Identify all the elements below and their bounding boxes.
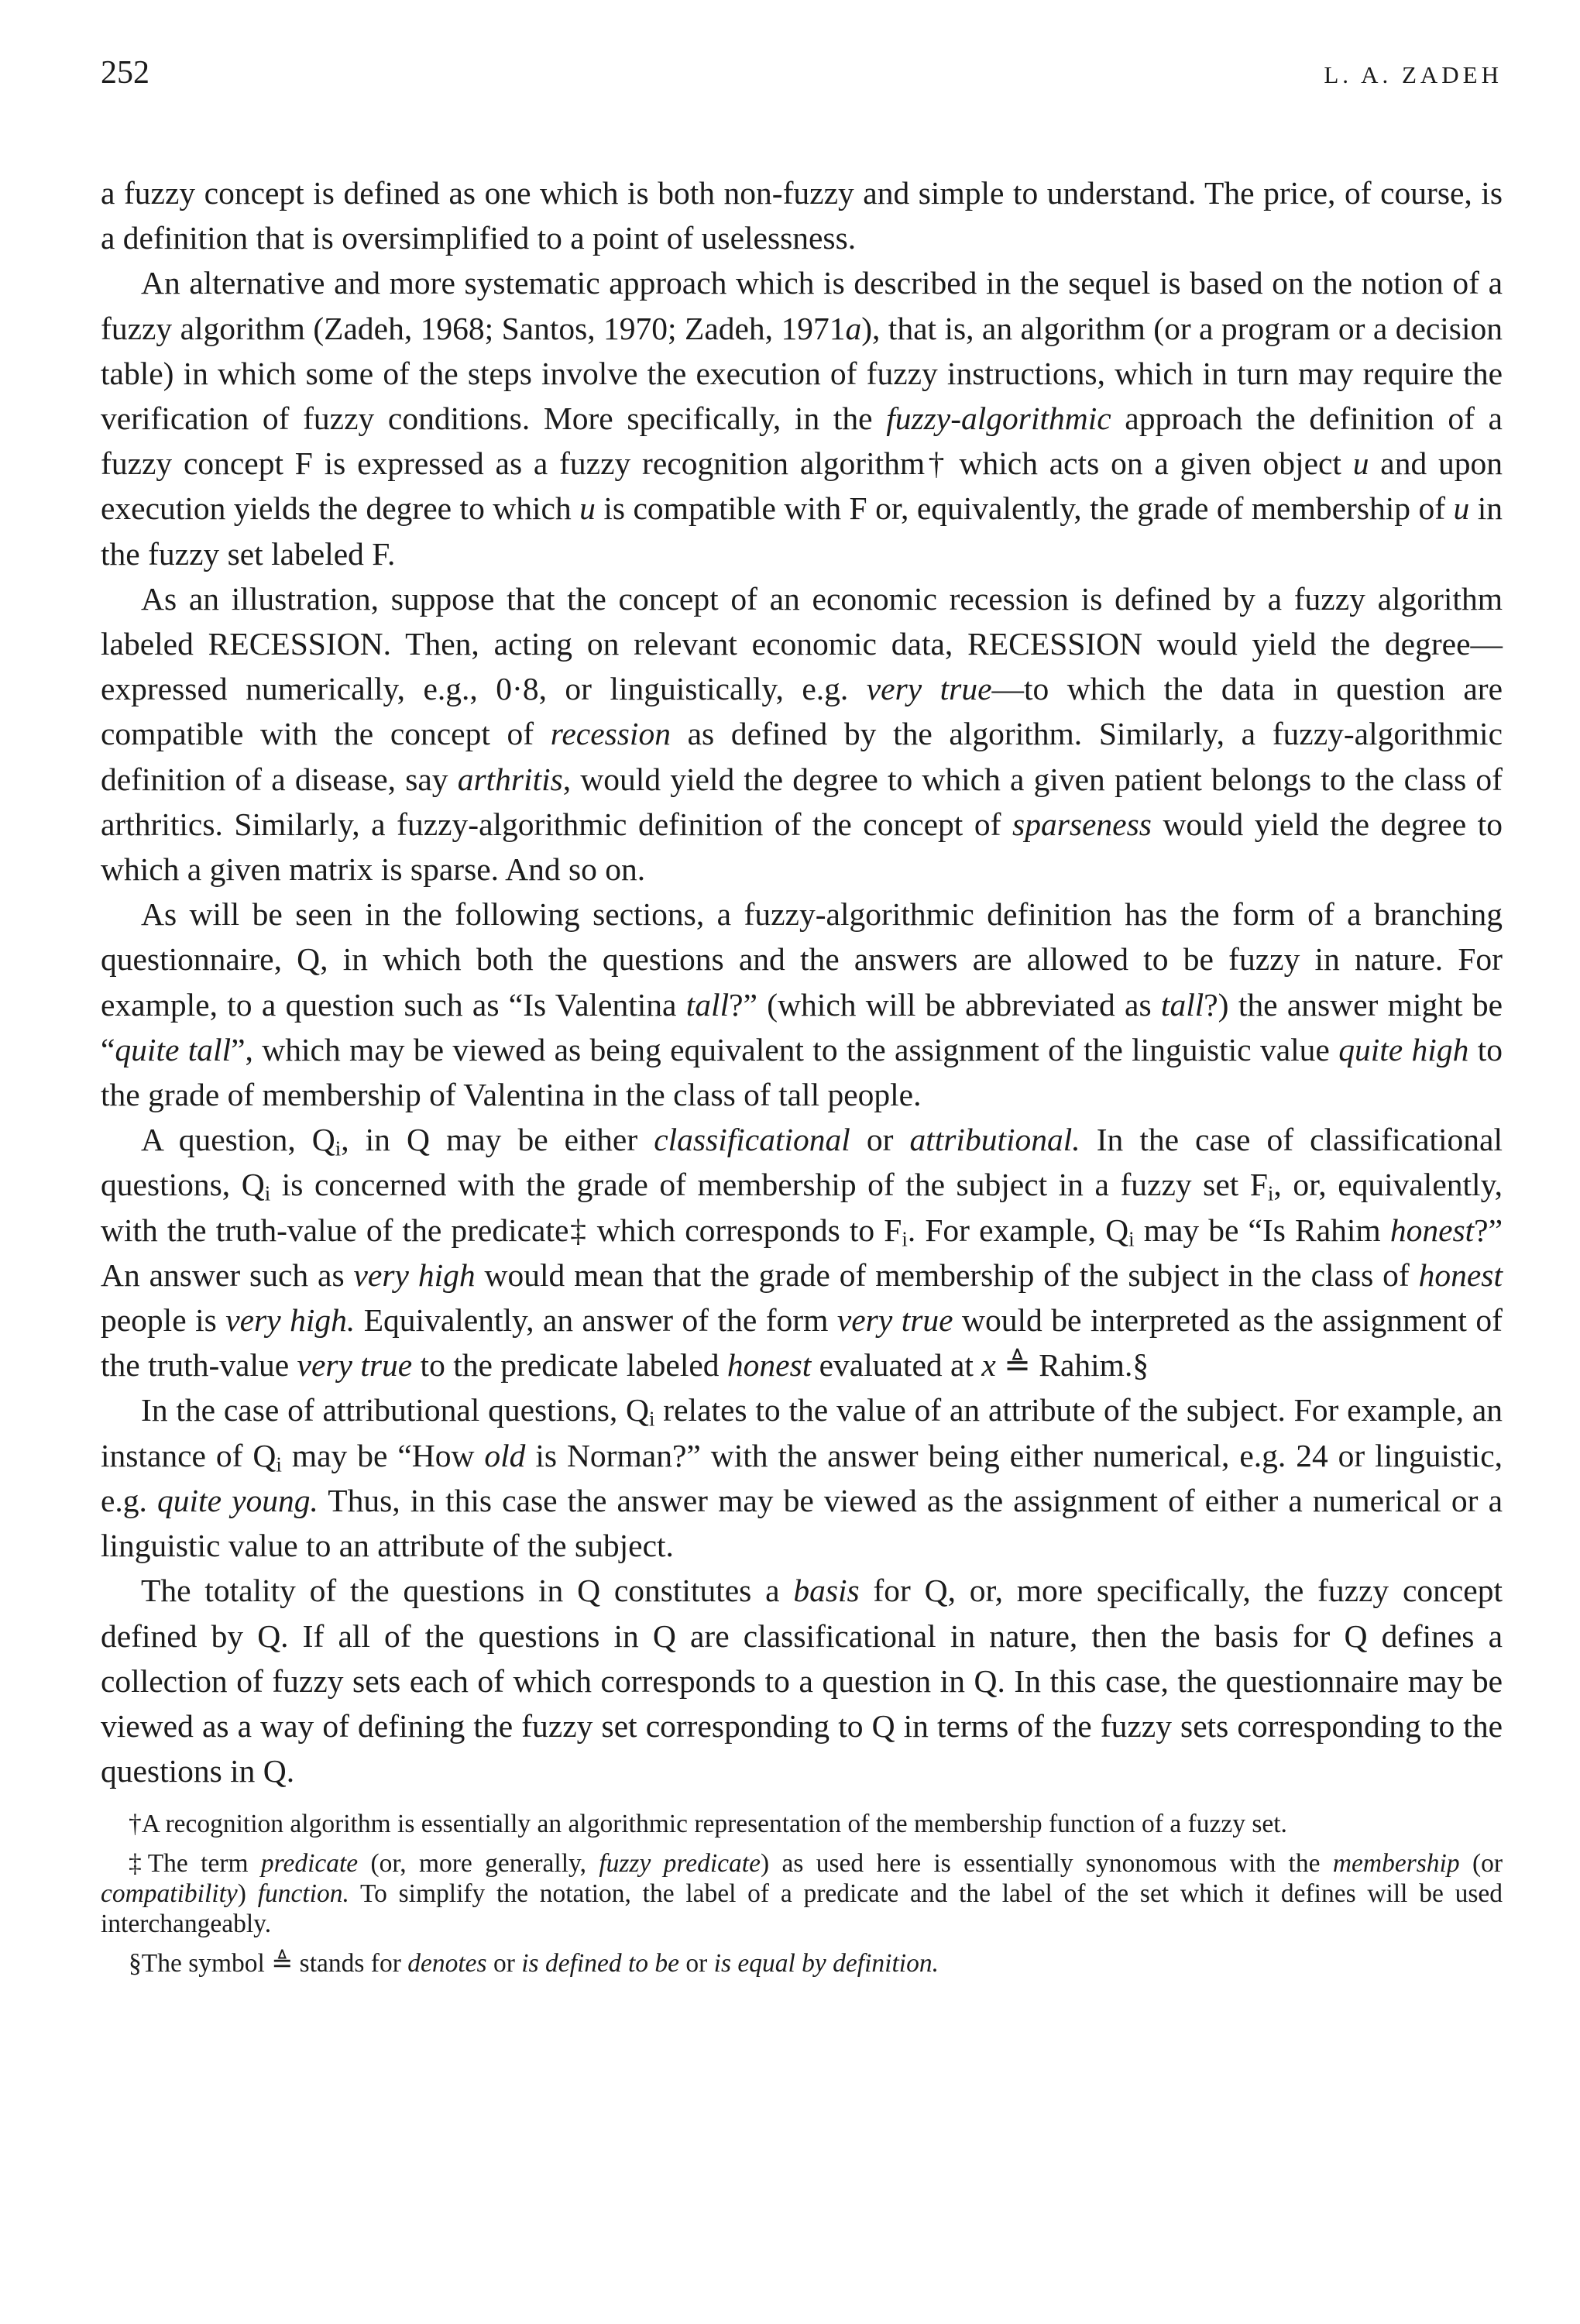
text-run: , in Q may be either bbox=[341, 1122, 654, 1158]
text-run: is compatible with F or, equivalently, the grade of membership of bbox=[595, 490, 1454, 527]
text-run: relates to the value of an attribute of the subject. For example, an instance of Q bbox=[101, 1392, 1503, 1473]
text-run: ), that is, an algorithm (or a program or a decision table) in which some of the steps involve the execution of fuzzy instructions, which in turn may require the verification of fuzzy conditions. More specifically, in the bbox=[101, 310, 1503, 437]
text-run: Thus, in this case the answer may be viewed as the assignment of either a numerical or a linguistic value to an attribute of the subject. bbox=[101, 1482, 1503, 1564]
text-run: (or, more generally, bbox=[358, 1849, 599, 1879]
document-page bbox=[101, 54, 1503, 1988]
italic-text: very true bbox=[866, 671, 992, 707]
text-run: ‡The term bbox=[129, 1849, 261, 1879]
paragraph bbox=[101, 576, 1503, 892]
paragraph bbox=[101, 1568, 1503, 1793]
italic-text: u bbox=[579, 490, 596, 527]
text-run: †A recognition algorithm is essentially an algorithmic representation of the membership function of a fuzzy set. bbox=[129, 1810, 1287, 1839]
text-run: is concerned with the grade of membership of the subject in a fuzzy set F bbox=[270, 1167, 1268, 1203]
text-run: Equivalently, an answer of the form bbox=[355, 1302, 837, 1339]
text-run: As will be seen in the following sections, a fuzzy-algorithmic definition has the form of a branching questionnaire, Q, in which both the questions and the answers are allowed to be fuzzy in nature. For example, to a question such as “Is Valentina bbox=[101, 896, 1503, 1023]
text-run: is Norman?” with the answer being either numerical, e.g. 24 or linguistic, e.g. bbox=[101, 1437, 1503, 1518]
text-run: In the case of attributional questions, Q bbox=[141, 1392, 649, 1428]
italic-text: u bbox=[1352, 445, 1369, 482]
italic-text: quite high bbox=[1338, 1031, 1469, 1067]
text-run: ≜ Rahim.§ bbox=[995, 1347, 1149, 1384]
italic-text: very true bbox=[297, 1347, 413, 1384]
subscript-index: i bbox=[276, 1452, 282, 1477]
italic-text: is equal by definition. bbox=[713, 1949, 939, 1978]
italic-text: arthritis bbox=[457, 761, 563, 797]
text-run: to the predicate labeled bbox=[412, 1347, 727, 1384]
italic-text: recession bbox=[550, 716, 671, 752]
italic-text: fuzzy-algorithmic bbox=[886, 401, 1111, 437]
text-run: To simplify the notation, the label of a predicate and the label of the set which it defines will be used interchangeably. bbox=[101, 1879, 1503, 1939]
italic-text: old bbox=[484, 1437, 526, 1473]
subscript-index: i bbox=[335, 1137, 342, 1160]
text-run: or bbox=[850, 1122, 910, 1158]
italic-text: tall bbox=[1160, 986, 1204, 1023]
italic-text: honest bbox=[1418, 1257, 1503, 1293]
page-header bbox=[101, 54, 1503, 116]
page-number: 252 bbox=[101, 55, 149, 91]
paragraph bbox=[101, 260, 1503, 576]
italic-text: u bbox=[1453, 490, 1470, 527]
text-run: may be “How bbox=[281, 1437, 485, 1473]
text-run: evaluated at bbox=[811, 1347, 982, 1384]
italic-text: very high. bbox=[225, 1302, 356, 1339]
italic-text: tall bbox=[685, 986, 730, 1023]
paragraph bbox=[101, 1117, 1503, 1387]
italic-text: membership bbox=[1332, 1849, 1460, 1879]
italic-text: sparseness bbox=[1012, 806, 1152, 842]
subscript-index: i bbox=[1128, 1227, 1135, 1251]
italic-text: honest bbox=[1389, 1212, 1475, 1248]
footnotes bbox=[101, 1809, 1503, 1978]
paragraph bbox=[101, 892, 1503, 1117]
italic-text: compatibility bbox=[101, 1879, 238, 1909]
body-text bbox=[101, 170, 1503, 1793]
italic-text: very true bbox=[836, 1302, 953, 1339]
text-run: An alternative and more systematic approach which is described in the sequel is based on the notion of a fuzzy algorithm (Zadeh, 1968; Santos, 1970; Zadeh, 1971 bbox=[101, 265, 1503, 346]
italic-text: attributional. bbox=[909, 1122, 1080, 1158]
text-run: people is bbox=[101, 1302, 226, 1339]
text-run: ?” An answer such as bbox=[101, 1212, 1503, 1293]
text-run: §The symbol ≜ stands for bbox=[129, 1949, 408, 1978]
italic-text: fuzzy predicate bbox=[599, 1849, 761, 1879]
text-run: would yield the degree to which a given matrix is sparse. And so on. bbox=[101, 806, 1503, 888]
text-run: (or bbox=[1459, 1849, 1503, 1879]
italic-text: very high bbox=[353, 1257, 476, 1293]
text-run: As an illustration, suppose that the concept of an economic recession is defined by a fuzzy algorithm labeled RECESSION. Then, acting on relevant economic data, RECESSION would yield the degree—expressed numerically, e.g., 0·8, or linguistically, e.g. bbox=[101, 580, 1503, 707]
text-run: ”, which may be viewed as being equivalent to the assignment of the linguistic value bbox=[231, 1031, 1339, 1067]
subscript-index: i bbox=[264, 1182, 271, 1206]
text-run: as defined by the algorithm. Similarly, a fuzzy-algorithmic definition of a disease, say bbox=[101, 716, 1503, 797]
italic-text: function. bbox=[257, 1879, 349, 1909]
footnote bbox=[101, 1848, 1503, 1939]
subscript-index: i bbox=[1267, 1182, 1274, 1206]
italic-text: basis bbox=[793, 1573, 860, 1609]
text-run: In the case of classificational questions, Q bbox=[101, 1122, 1503, 1203]
italic-text: denotes bbox=[407, 1949, 487, 1978]
footnote bbox=[101, 1809, 1503, 1839]
text-run: would mean that the grade of membership of the subject in the class of bbox=[475, 1257, 1419, 1293]
italic-text: x bbox=[981, 1347, 996, 1384]
paragraph bbox=[101, 1387, 1503, 1568]
italic-text: predicate bbox=[260, 1849, 359, 1879]
italic-text: honest bbox=[726, 1347, 812, 1384]
text-run: approach the definition of a fuzzy concept F is expressed as a fuzzy recognition algorithm† which acts on a given object bbox=[101, 401, 1503, 482]
paragraph bbox=[101, 170, 1503, 260]
text-run: A question, Q bbox=[141, 1122, 335, 1158]
text-run: ) as used here is essentially synonomous with the bbox=[760, 1849, 1333, 1879]
text-run: a fuzzy concept is defined as one which is both non-fuzzy and simple to understand. The price, of course, is a definition that is oversimplified to a point of uselessness. bbox=[101, 175, 1503, 256]
text-run: ?” (which will be abbreviated as bbox=[729, 986, 1161, 1023]
text-run: may be “Is Rahim bbox=[1134, 1212, 1390, 1248]
text-run: , would yield the degree to which a given patient belongs to the class of arthritics. Similarly, a fuzzy-algorithmic definition of the concept of bbox=[101, 761, 1503, 842]
italic-text: quite tall bbox=[115, 1031, 232, 1067]
text-run: for Q, or, more specifically, the fuzzy concept defined by Q. If all of the questions in Q are classificational in nature, then the basis for Q defines a collection of fuzzy sets each of which corresponds to a question in Q. In this case, the questionnaire may be viewed as a way of defining the fuzzy set corresponding to Q in terms of the fuzzy sets corresponding to the questions in Q. bbox=[101, 1573, 1503, 1789]
subscript-index: i bbox=[902, 1227, 908, 1251]
italic-text: classificational bbox=[654, 1122, 850, 1158]
italic-text: quite young. bbox=[157, 1482, 318, 1518]
text-run: would be interpreted as the assignment of the truth-value bbox=[101, 1302, 1503, 1384]
text-run: , or, equivalently, with the truth-value of the predicate‡ which corresponds to F bbox=[101, 1167, 1503, 1248]
text-run: to the grade of membership of Valentina in the class of tall people. bbox=[101, 1031, 1503, 1113]
text-run: in the fuzzy set labeled F. bbox=[101, 490, 1503, 572]
text-run: or bbox=[679, 1949, 714, 1978]
footnote bbox=[101, 1948, 1503, 1978]
text-run: and upon execution yields the degree to which bbox=[101, 445, 1503, 527]
text-run: or bbox=[486, 1949, 522, 1978]
text-run: —to which the data in question are compatible with the concept of bbox=[101, 671, 1503, 752]
subscript-index: i bbox=[649, 1408, 655, 1432]
italic-text: a bbox=[845, 310, 862, 346]
running-head-author: L. A. ZADEH bbox=[1324, 61, 1503, 88]
text-run: ?) the answer might be “ bbox=[101, 986, 1503, 1067]
text-run: . For example, Q bbox=[907, 1212, 1129, 1248]
text-run: ) bbox=[237, 1879, 258, 1909]
italic-text: is defined to be bbox=[521, 1949, 679, 1978]
text-run: The totality of the questions in Q constitutes a bbox=[141, 1573, 794, 1609]
